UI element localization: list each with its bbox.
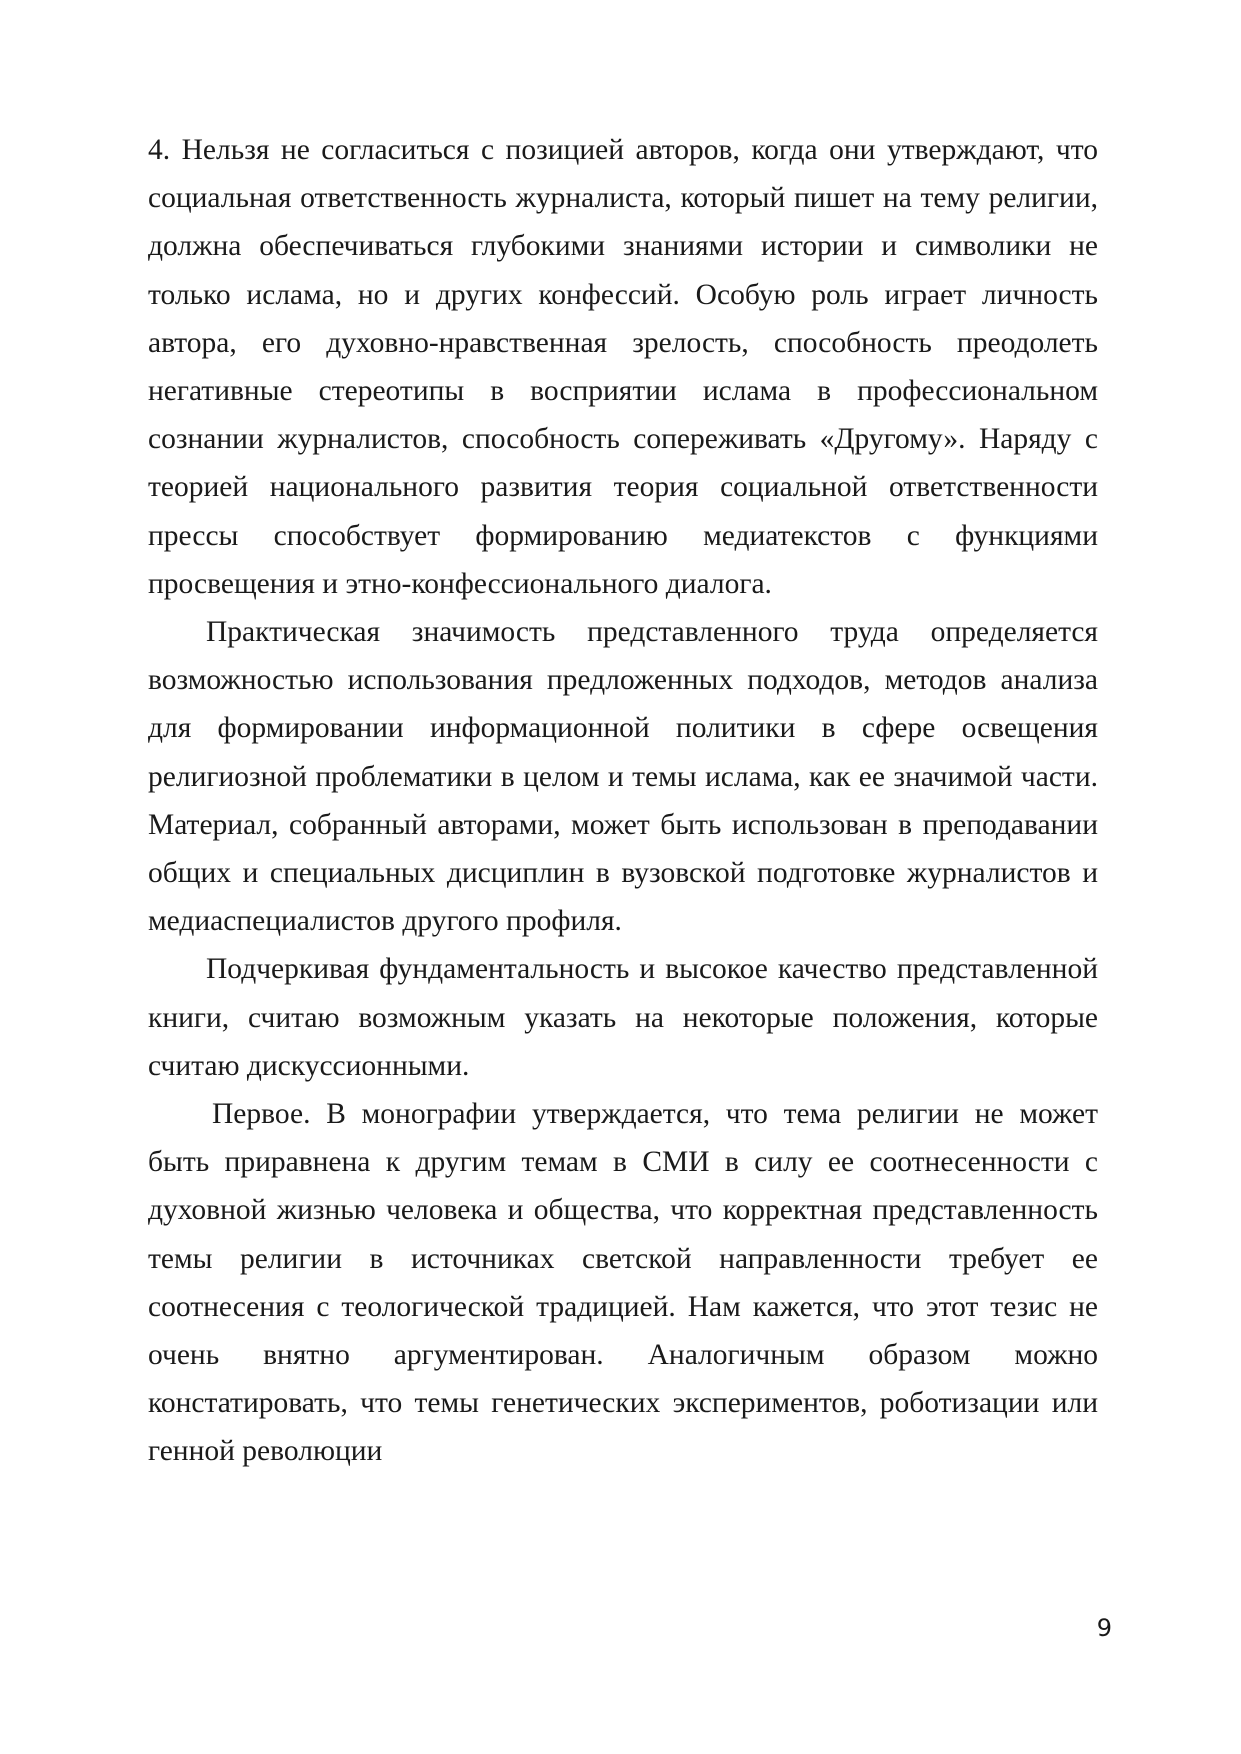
paragraph-first-point: Первое. В монографии утверждается, что тема религии не может быть приравнена к другим темам в СМИ в силу ее соотнесенности с духовной жизнью человека и общества, что корректная представленность темы религии в источниках светской направленности требует ее соотнесения с теологической традицией. Нам кажется, что этот тезис не очень внятно аргументирован. Аналогичным образом можно констатировать, что темы генетических экспериментов, роботизации или генной революции [148,1098,1098,1468]
paragraph-emphasizing: Подчеркивая фундаментальность и высокое качество представленной книги, считаю возможным указать на некоторые положения, которые считаю дискуссионными. [148,953,1098,1082]
page-number: 9 [1096,1614,1112,1642]
body-text [148,126,1098,1476]
paragraph-point-4: 4. Нельзя не согласиться с позицией авторов, когда они утверждают, что социальная ответственность журналиста, который пишет на тему религии, должна обеспечиваться глубокими знаниями истории и символики не только ислама, но и других конфессий. Особую роль играет личность автора, его духовно-нравственная зрелость, способность преодолеть негативные стереотипы в восприятии ислама в профессиональном сознании журналистов, способность сопереживать «Другому». Наряду с теорией национального развития теория социальной ответственности прессы способствует формированию медиатекстов с функциями просвещения и этно-конфессионального диалога. [148,134,1098,600]
paragraph-practical-significance: Практическая значимость представленного труда определяется возможностью использования предложенных подходов, методов анализа для формировании информационной политики в сфере освещения религиозной проблематики в целом и темы ислама, как ее значимой части. Материал, собранный авторами, может быть использован в преподавании общих и специальных дисциплин в вузовской подготовке журналистов и медиаспециалистов другого профиля. [148,616,1098,938]
